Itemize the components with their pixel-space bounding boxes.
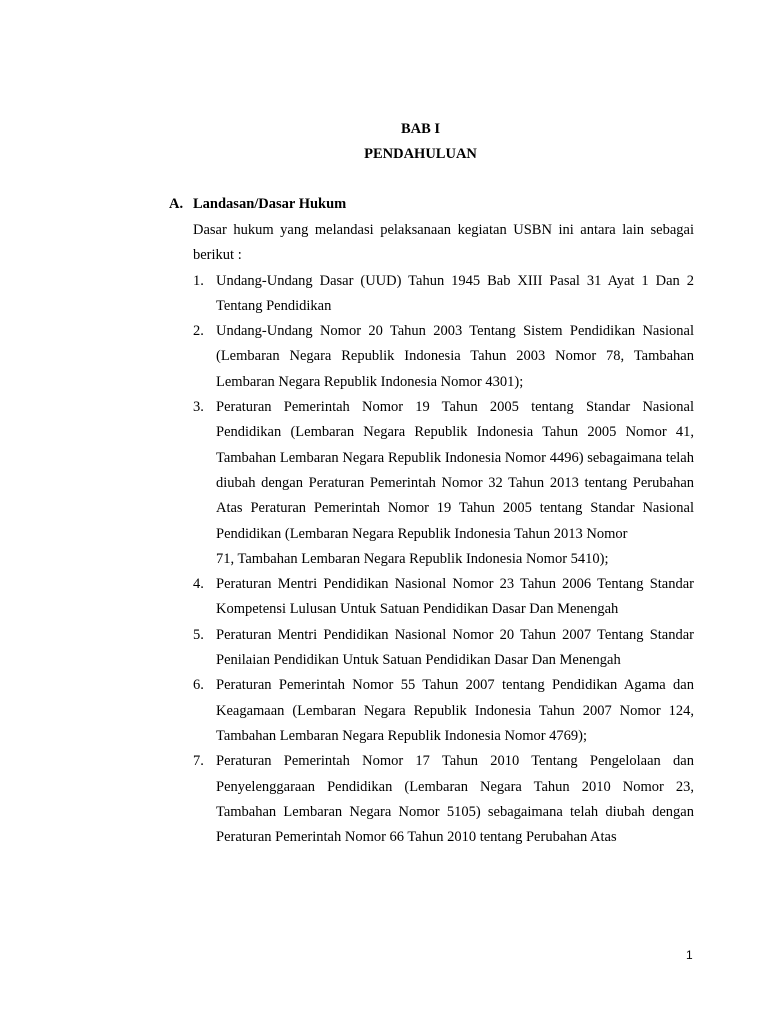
item-text: Peraturan Pemerintah Nomor 19 Tahun 2005 tentang Standar Nasional Pendidikan (Lembaran Negara Republik Indonesia Tahun 2005 Nomor 41, Tambahan Lembaran Negara Republik Indonesia Nomor 4496) sebagaimana telah diubah dengan Peraturan Pemerintah Nomor 32 Tahun 2013 tentang Perubahan Atas Peraturan Pemerintah Nomor 19 Tahun 2005 tentang Standar Nasional Pendidikan (Lembaran Negara Republik Indonesia Tahun 2013 Nomor	[216, 399, 694, 542]
list-item	[193, 319, 694, 395]
section-heading	[169, 196, 346, 213]
chapter-heading: BAB I	[400, 121, 441, 137]
list-item	[193, 749, 694, 850]
item-number: 3.	[193, 399, 204, 416]
intro-paragraph: Dasar hukum yang melandasi pelaksanaan kegiatan USBN ini antara lain sebagai berikut :	[193, 222, 694, 264]
list-item	[193, 269, 694, 320]
item-text: Peraturan Pemerintah Nomor 55 Tahun 2007 tentang Pendidikan Agama dan Keagamaan (Lembaran Negara Republik Indonesia Tahun 2007 Nomor 124, Tambahan Lembaran Negara Republik Indonesia Nomor 4769);	[216, 677, 694, 744]
list-item	[193, 572, 694, 623]
item-text: Peraturan Pemerintah Nomor 17 Tahun 2010 Tentang Pengelolaan dan Penyelenggaraan Pendidikan (Lembaran Negara Tahun 2010 Nomor 23, Tambahan Lembaran Negara Nomor 5105) sebagaimana telah diubah dengan Peraturan Pemerintah Nomor 66 Tahun 2010 tentang Perubahan Atas	[216, 753, 694, 846]
item-text: Peraturan Mentri Pendidikan Nasional Nomor 20 Tahun 2007 Tentang Standar Penilaian Pendidikan Untuk Satuan Pendidikan Dasar Dan Menengah	[216, 626, 694, 669]
legal-basis-list	[193, 269, 694, 851]
item-text-continued: 71, Tambahan Lembaran Negara Republik Indonesia Nomor 5410);	[216, 550, 609, 567]
item-number: 7.	[193, 753, 204, 770]
section-body	[193, 218, 694, 850]
item-number: 2.	[193, 323, 204, 340]
chapter-title: PENDAHULUAN	[364, 146, 477, 162]
list-item	[193, 395, 694, 572]
item-number: 1.	[193, 272, 204, 289]
item-number: 4.	[193, 576, 204, 593]
section-title: Landasan/Dasar Hukum	[193, 196, 347, 212]
item-text: Undang-Undang Nomor 20 Tahun 2003 Tentang Sistem Pendidikan Nasional (Lembaran Negara Republik Indonesia Tahun 2003 Nomor 78, Tambahan Lembaran Negara Republik Indonesia Nomor 4301);	[216, 323, 694, 390]
list-item	[193, 673, 694, 749]
list-item	[193, 623, 694, 674]
item-text: Undang-Undang Dasar (UUD) Tahun 1945 Bab XIII Pasal 31 Ayat 1 Dan 2 Tentang Pendidikan	[216, 272, 694, 314]
item-text: Peraturan Mentri Pendidikan Nasional Nomor 23 Tahun 2006 Tentang Standar Kompetensi Lulusan Untuk Satuan Pendidikan Dasar Dan Menengah	[216, 576, 694, 618]
section-label: A.	[169, 196, 184, 212]
item-number: 6.	[193, 677, 204, 694]
item-number: 5.	[193, 626, 204, 643]
page-number: 1	[686, 948, 693, 962]
